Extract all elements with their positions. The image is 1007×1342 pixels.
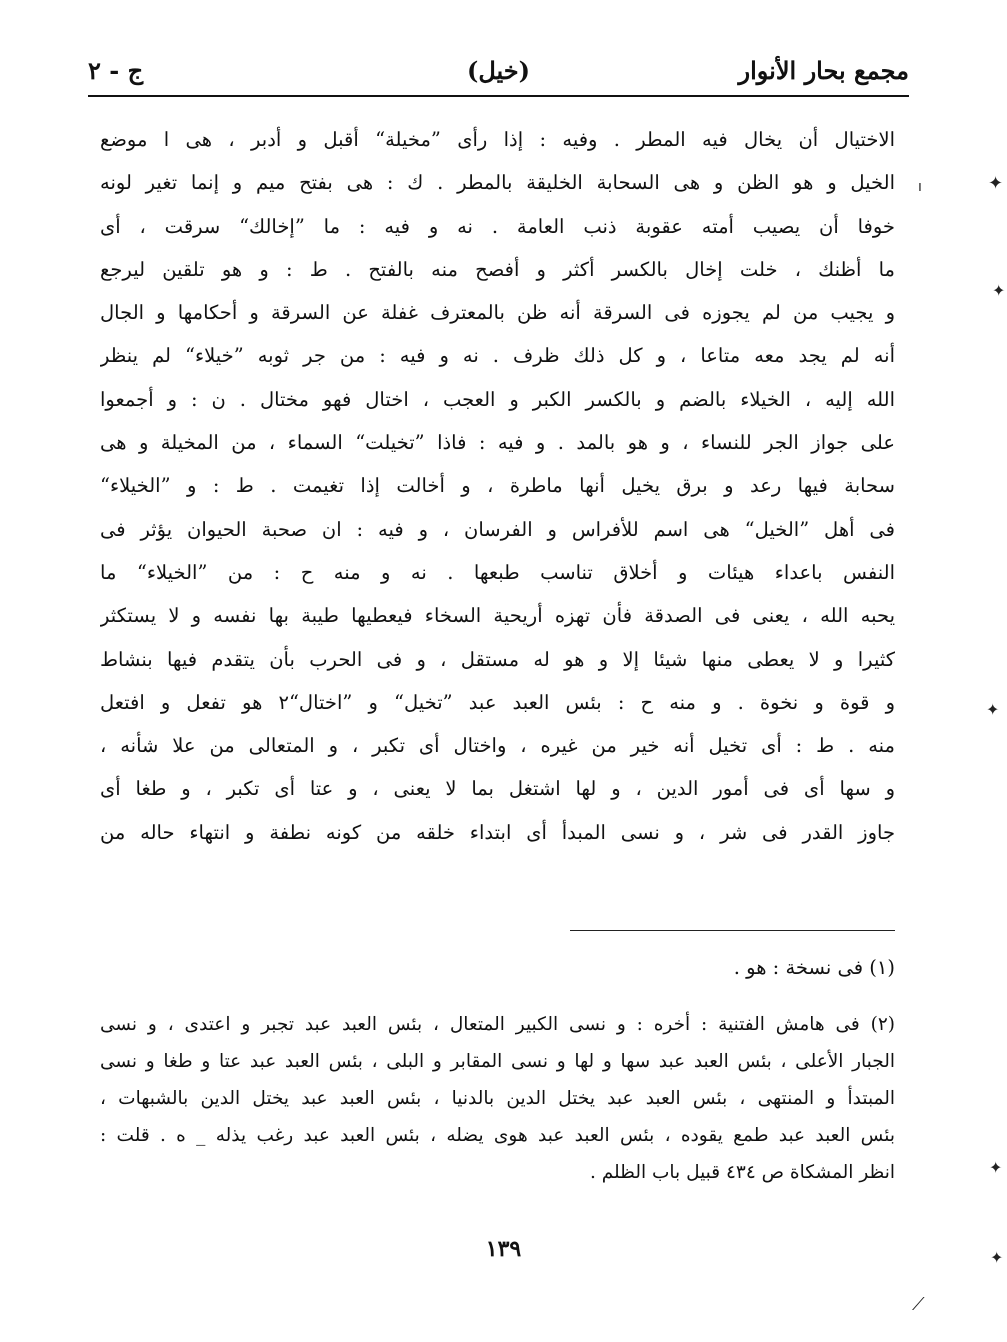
volume-number: ج - ٢ [88,56,144,85]
main-text [100,118,895,854]
margin-mark: ✦ [989,1158,1003,1177]
footnote-line: الجبار الأعلى ، بئس العبد عبد سها و لها و نسى المقابر و البلى ، بئس العبد عبد عتا و طغا و نسى [100,1051,895,1072]
text-line: الاختيال أن يخال فيه المطر . وفيه : إذا رأى ”مخيلة“ أقبل و أدبر ، هى ا موضع [100,128,895,151]
margin-mark: ı [918,179,922,195]
text-line: يحبه الله ، يعنى فى الصدقة فأن تهزه أريحية السخاء فيعطيها طيبة بها نفسه و لا يستكثر [100,604,895,628]
footnote-line: المبتدأ و المنتهى ، بئس العبد عبد يختل الدين بالدنيا ، بئس العبد عبد يختل الدين بالشبهات ، [100,1088,895,1109]
book-title: مجمع بحار الأنوار [738,56,909,85]
text-line: و قوة و نخوة . و منه ح : بئس العبد عبد ”تخيل“ و ”اختال“٢ هو تفعل و افتعل [100,690,895,714]
text-line: جاوز القدر فى شر ، و نسى المبدأ أى ابتداء خلقه من كونه نطفة و انتهاء حاله من [100,820,895,844]
text-line: كثيرا و لا يعطى منها شيئا إلا و هو له مستقل ، و فى الحرب بأن يتقدم فيها بنشاط [100,647,895,671]
running-header [88,52,909,94]
footnote-2 [100,1006,895,1191]
text-line: خوفا أن يصيب أمته عقوبة ذنب العامة . نه و فيه : ما ”إخالك“ سرقت ، أى [100,214,895,238]
text-line: و سها أى فى أمور الدين ، و لها اشتغل بما لا يعنى ، و عتا أى تكبر ، و طغا أى [100,777,895,801]
text-line: و يجيب من لم يجوزه فى السرقة أنه ظن بالمعترف غفلة عن السرقة و أحكامها و الجال [100,301,895,325]
margin-mark: ✦ [988,173,1004,194]
text-line: ما أظنك ، خلت إخال بالكسر أكثر و أفصح منه بالفتح . ط : و هو تلقين ليرجع [100,257,895,281]
page-number: ١٣٩ [485,1236,522,1262]
margin-mark: ⟋ [912,1294,925,1315]
text-line: النفس باعداء هيئات و أخلاق تناسب طبعها . نه و منه ح : من ”الخيلاء“ ما [100,560,895,584]
margin-mark: ✦ [986,700,1000,719]
text-line: الله إليه ، الخيلاء بالضم و بالكسر الكبر و العجب ، اختال فهو مختال . ن : و أجمعوا [100,387,895,411]
text-line: أنه لم يجد معه متاعا ، و كل ذلك ظرف . نه و فيه : من جر ثوبه ”خيلاء“ لم ينظر [100,344,895,368]
text-line: منه . ط : أى تخيل أنه خير من غيره ، واختال أى تكبر ، و المتعالى من علا شأنه ، [100,734,895,758]
footnote-rule [570,930,895,931]
text-line: فى أهل ”الخيل“ هى اسم للأفراس و الفرسان ، و فيه : ان صحبة الحيوان يؤثر فى [100,517,895,541]
entry-word: (خيل) [467,56,530,85]
header-rule [88,95,909,97]
footnote-line: بئس العبد عبد طمع يقوده ، بئس العبد عبد هوى يضله ، بئس العبد عبد رغب يذله _ ه . قلت : [100,1125,895,1146]
margin-mark: ✦ [992,281,1006,300]
text-line: الخيل و هو الظن و هى السحابة الخليقة بالمطر . ك : هى بفتح ميم و إنما تغير لونه [100,171,895,195]
footnote-line: انظر المشكاة ص ٤٣٤ قبيل باب الظلم . [589,1162,895,1183]
margin-mark: ✦ [990,1248,1004,1267]
text-line: على جواز الجر للنساء ، و هو بالمد . و فيه : فاذا ”تخيلت“ السماء ، من المخيلة و هى [100,431,895,455]
text-line: سحابة فيها رعد و برق يخيل أنها ماطرة ، و أخالت إذا تغيمت . ط : و ”الخيلاء“ [100,474,895,498]
footnote-1: (١) فى نسخة : هو . [733,956,895,979]
footnote-line: (٢) فى هامش الفتنية : أخره : و نسى الكبير المتعال ، بئس العبد عبد تجبر و اعتدى ، و نسى [100,1014,895,1035]
